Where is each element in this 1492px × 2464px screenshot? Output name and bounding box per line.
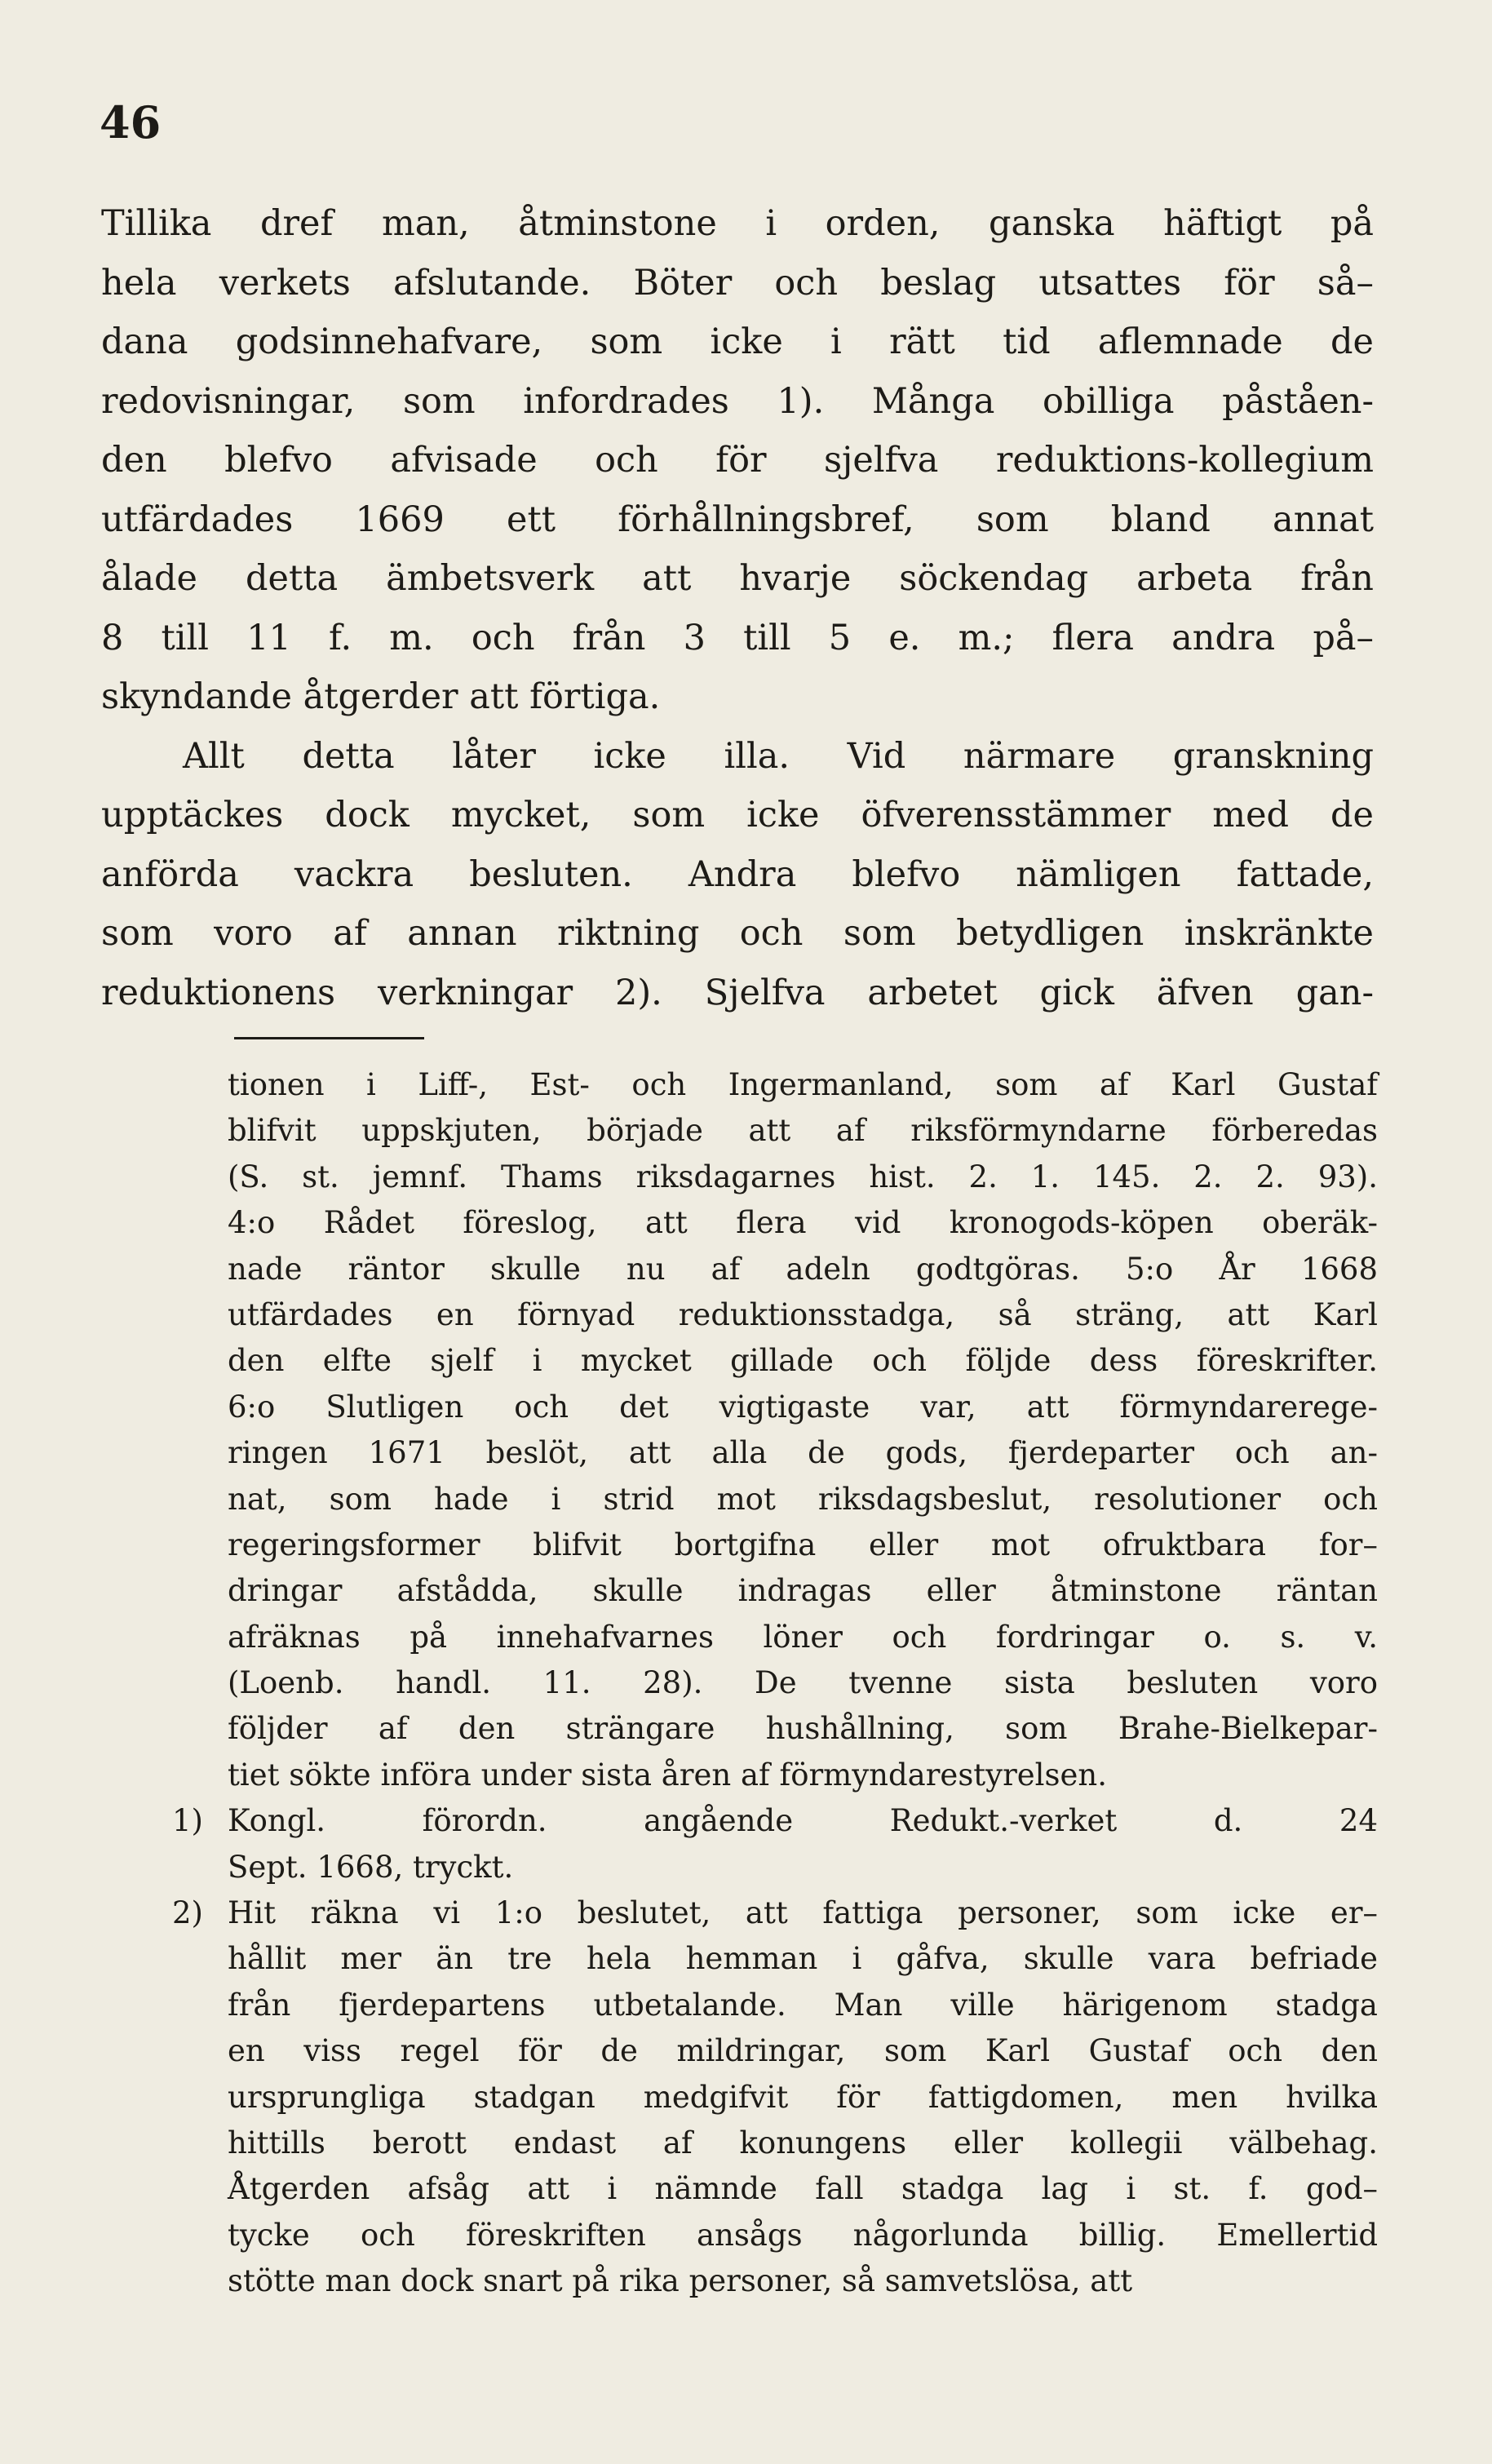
footnote-line: tiet sökte införa under sista åren af förmyndarestyrelsen. xyxy=(228,1757,1107,1793)
footnote-line: Sept. 1668, tryckt. xyxy=(228,1849,514,1885)
footnote-line: afräknas på innehafvarnes löner och fordringar o. s. v. xyxy=(228,1619,1378,1655)
main-text-line: dana godsinnehafvare, som icke i rätt tid aflemnade de xyxy=(101,321,1374,362)
main-text-line: ålade detta ämbetsverk att hvarje söckendag arbeta från xyxy=(101,558,1374,599)
footnotes-section xyxy=(172,1062,1378,2305)
footnote-line: tycke och föreskriften ansågs någorlunda billig. Emellertid xyxy=(228,2217,1378,2253)
footnote-line: hållit mer än tre hela hemman i gåfva, skulle vara befriade xyxy=(228,1941,1378,1977)
footnote-line: dringar afstådda, skulle indragas eller åtminstone räntan xyxy=(228,1573,1378,1609)
main-text-line: hela verkets afslutande. Böter och beslag utsattes för så– xyxy=(101,262,1374,304)
page-number: 46 xyxy=(100,96,162,148)
footnote-line: nade räntor skulle nu af adeln godtgöras. 5:o År 1668 xyxy=(228,1251,1378,1287)
footnote-1-marker: 1) xyxy=(172,1803,203,1839)
footnote-line: Kongl. förordn. angående Redukt.-verket d. 24 xyxy=(228,1803,1378,1839)
footnote-line: från fjerdepartens utbetalande. Man ville härigenom stadga xyxy=(228,1987,1378,2023)
footnote-line: en viss regel för de mildringar, som Karl Gustaf och den xyxy=(228,2033,1378,2069)
footnote-line: (Loenb. handl. 11. 28). De tvenne sista besluten voro xyxy=(228,1665,1378,1701)
footnote-line: ringen 1671 beslöt, att alla de gods, fjerdeparter och an- xyxy=(228,1435,1378,1471)
footnote-2-marker: 2) xyxy=(172,1895,203,1931)
main-text-line: utfärdades 1669 ett förhållningsbref, som bland annat xyxy=(101,499,1374,540)
footnote-separator-rule xyxy=(234,1037,424,1039)
main-text-line: upptäckes dock mycket, som icke öfverensstämmer med de xyxy=(101,795,1374,835)
footnote-1 xyxy=(172,1798,1378,1890)
footnote-line: (S. st. jemnf. Thams riksdagarnes hist. 2. 1. 145. 2. 2. 93). xyxy=(228,1159,1378,1194)
footnote-line: Hit räkna vi 1:o beslutet, att fattiga personer, som icke er– xyxy=(228,1895,1378,1931)
footnote-line: blifvit uppskjuten, började att af riksförmyndarne förberedas xyxy=(228,1113,1378,1149)
main-text-line: reduktionens verkningar 2). Sjelfva arbetet gick äfven gan- xyxy=(101,972,1374,1013)
footnote-line: 4:o Rådet föreslog, att flera vid kronogods-köpen oberäk- xyxy=(228,1205,1378,1241)
footnote-line: 6:o Slutligen och det vigtigaste var, att förmyndareregе- xyxy=(228,1389,1378,1425)
footnote-line: utfärdades en förnyad reduktionsstadga, så sträng, att Karl xyxy=(228,1296,1378,1332)
footnote-line: tionen i Liff-, Est- och Ingermanland, som af Karl Gustaf xyxy=(228,1067,1378,1102)
footnote-line: följder af den strängare hushållning, som Brahe-Bielkepar- xyxy=(228,1711,1378,1747)
main-text xyxy=(101,194,1374,1022)
footnote-line: stötte man dock snart på rika personer, så samvetslösa, att xyxy=(228,2263,1133,2299)
footnote-line: nat, som hade i strid mot riksdagsbeslut, resolutioner och xyxy=(228,1481,1378,1517)
main-text-line: anförda vackra besluten. Andra blefvo nämligen fattade, xyxy=(101,853,1374,895)
footnote-continuation xyxy=(228,1062,1378,1798)
main-text-line: Tillika dref man, åtminstone i orden, ganska häftigt på xyxy=(101,203,1374,244)
footnote-2 xyxy=(172,1890,1378,2305)
main-text-line: 8 till 11 f. m. och från 3 till 5 e. m.; flera andra på– xyxy=(101,617,1374,658)
main-text-line: den blefvo afvisade och för sjelfva reduktions-kollegium xyxy=(101,440,1374,481)
footnote-line: den elfte sjelf i mycket gillade och följde dess föreskrifter. xyxy=(228,1343,1378,1379)
footnote-line: Åtgerden afsåg att i nämnde fall stadga lag i st. f. god– xyxy=(228,2171,1378,2207)
main-text-line: skyndande åtgerder att förtiga. xyxy=(101,676,661,717)
main-text-line: redovisningar, som infordrades 1). Många obilliga påståen- xyxy=(101,380,1374,422)
main-text-line: Allt detta låter icke illa. Vid närmare granskning xyxy=(183,735,1374,777)
footnote-line: regeringsformer blifvit bortgifna eller mot ofruktbara for– xyxy=(228,1527,1378,1562)
main-text-line: som voro af annan riktning och som betydligen inskränkte xyxy=(101,913,1374,954)
footnote-line: ursprungliga stadgan medgifvit för fattigdomen, men hvilka xyxy=(228,2079,1378,2115)
footnote-line: hittills berott endast af konungens eller kollegii välbehag. xyxy=(228,2125,1378,2160)
